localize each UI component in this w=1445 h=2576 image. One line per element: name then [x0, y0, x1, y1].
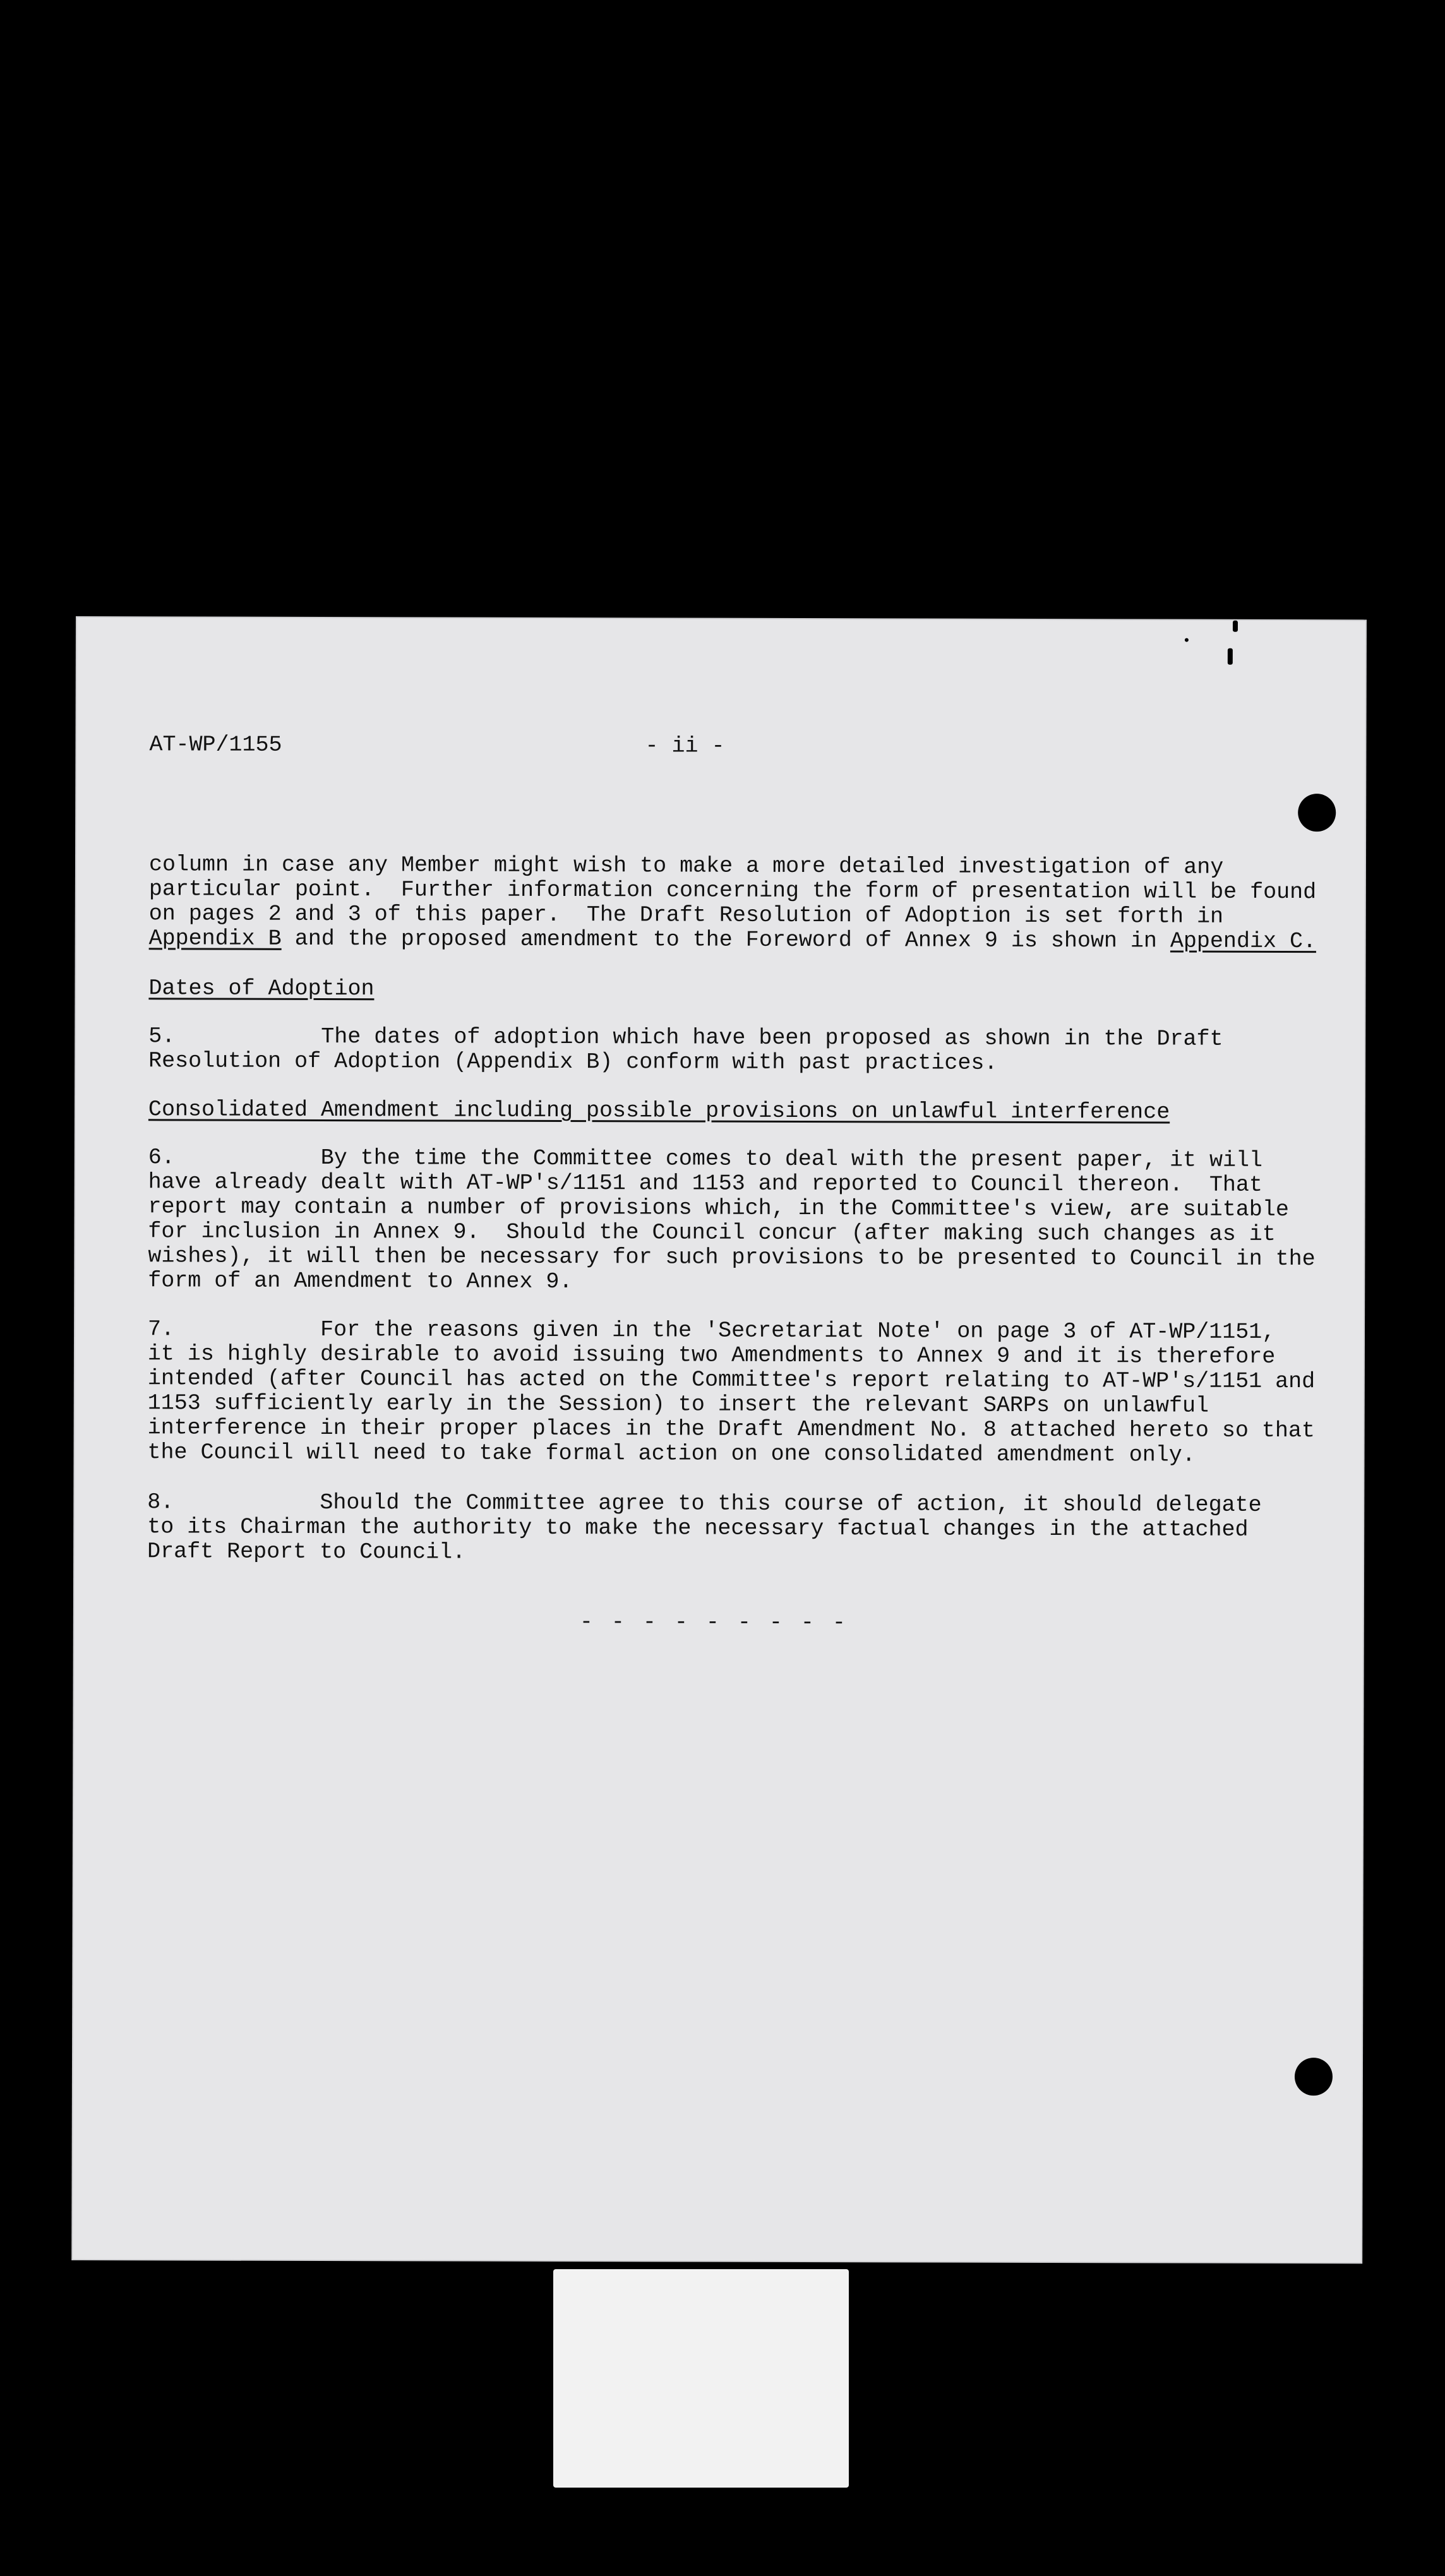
appendix-c-reference: Appendix C.: [1170, 928, 1317, 955]
paragraph-5: [148, 1024, 1317, 1076]
corner-speck: [1228, 648, 1233, 665]
paragraph-6: [148, 1145, 1317, 1296]
document-page: [73, 617, 1365, 2262]
text-line: interference in their proper places in the Draft Amendment No. 8 attached hereto so that: [147, 1415, 1315, 1444]
text-line: 5. The dates of adoption which have been proposed as shown in the Draft: [148, 1023, 1223, 1052]
white-paper-slip: [553, 2269, 849, 2488]
punch-hole-bottom: [1295, 2058, 1333, 2096]
text-line: on pages 2 and 3 of this paper. The Draft Resolution of Adoption is set forth in: [148, 901, 1224, 929]
text-line: 8. Should the Committee agree to this course of action, it should delegate: [147, 1489, 1262, 1518]
text-line: the Council will need to take formal action on one consolidated amendment only.: [147, 1440, 1196, 1468]
text-line: Draft Report to Council.: [147, 1539, 466, 1565]
corner-speck: [1185, 638, 1189, 642]
text-line: for inclusion in Annex 9. Should the Council concur (after making such changes as it: [148, 1219, 1276, 1247]
text-line: particular point. Further information concerning the form of presentation will be found: [148, 876, 1317, 905]
end-separator: - - - - - - - - -: [579, 1609, 848, 1636]
paragraph-8: [147, 1490, 1316, 1567]
text-line: 7. For the reasons given in the 'Secretariat Note' on page 3 of AT-WP/1151,: [147, 1316, 1276, 1345]
document-reference: AT-WP/1155: [149, 732, 282, 758]
appendix-b-reference: Appendix B: [148, 926, 282, 951]
text-line: 6. By the time the Committee comes to deal with the present paper, it will: [148, 1145, 1263, 1173]
text-line: Resolution of Adoption (Appendix B) conform with past practices.: [148, 1048, 998, 1076]
paragraph-7: [147, 1317, 1316, 1468]
corner-speck: [1233, 621, 1238, 632]
text-line: wishes), it will then be necessary for such provisions to be presented to Council in the: [148, 1243, 1316, 1272]
intro-paragraph: [149, 852, 1317, 954]
text-line: have already dealt with AT-WP's/1151 and 1153 and reported to Council thereon. That: [148, 1169, 1263, 1198]
text-segment: and the proposed amendment to the Foreword of Annex 9 is shown in: [281, 926, 1170, 954]
text-line: report may contain a number of provisions which, in the Committee's view, are suitable: [148, 1194, 1289, 1223]
punch-hole-top: [1298, 794, 1336, 832]
text-line: it is highly desirable to avoid issuing two Amendments to Annex 9 and it is therefore: [147, 1341, 1276, 1369]
text-line: form of an Amendment to Annex 9.: [148, 1268, 573, 1295]
text-line: to its Chairman the authority to make the necessary factual changes in the attached: [147, 1514, 1249, 1542]
text-line: column in case any Member might wish to make a more detailed investigation of any: [148, 852, 1224, 880]
text-line: 1153 sufficiently early in the Session) to insert the relevant SARPs on unlawful: [147, 1390, 1209, 1419]
text-line: intended (after Council has acted on the Committee's report relating to AT-WP's/1151 and: [147, 1366, 1316, 1395]
section-heading-consolidated: Consolidated Amendment including possible provisions on unlawful interference: [148, 1097, 1170, 1125]
page-number: - ii -: [645, 733, 725, 759]
section-heading-dates: Dates of Adoption: [148, 975, 375, 1002]
